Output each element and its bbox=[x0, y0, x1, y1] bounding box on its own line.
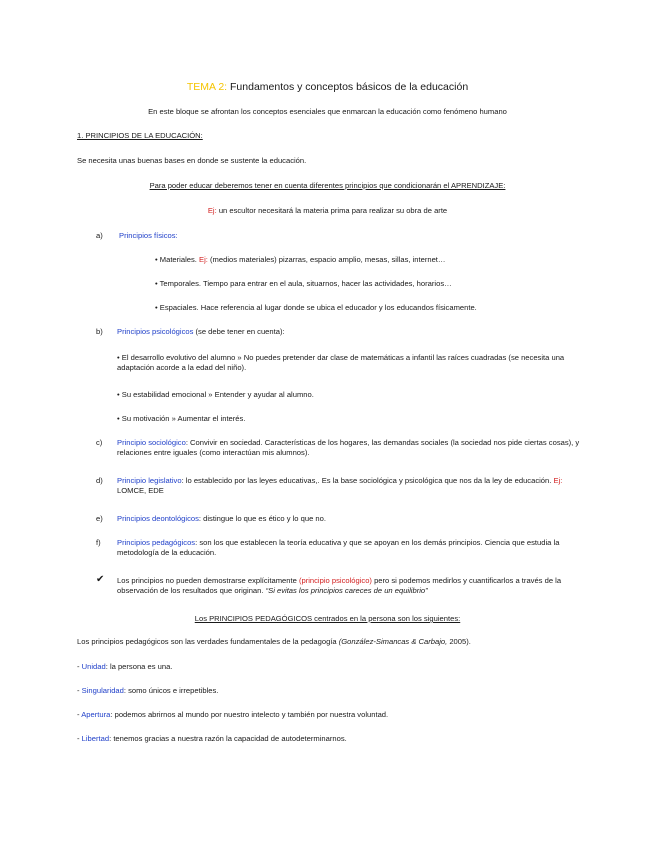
bullet-espaciales: • Espaciales. Hace referencia al lugar donde se ubica el educador y los educandos físicamente. bbox=[155, 303, 477, 312]
check-mid: pero si podemos medirlos y cuantificarlos a través de la observación de los resultados que originan. bbox=[117, 576, 562, 595]
bullet-materiales-pre: • Materiales. bbox=[155, 255, 200, 264]
list-dash: - bbox=[77, 710, 82, 719]
principle-title-deontologicos: Principios deontológicos bbox=[117, 514, 199, 523]
list-dash: - bbox=[77, 686, 82, 695]
principle-sociologico bbox=[117, 438, 585, 458]
principle-title-psicologicos: Principios psicológicos bbox=[117, 327, 194, 336]
example-line bbox=[0, 206, 655, 216]
bullet-motivacion: • Su motivación » Aumentar el interés. bbox=[117, 414, 246, 423]
list-item-libertad bbox=[77, 734, 347, 744]
text-singularidad: : somo únicos e irrepetibles. bbox=[123, 686, 219, 695]
principle-psicologicos bbox=[117, 327, 285, 337]
principle-text-legislativo: : lo establecido por las leyes educativas,. Es la base sociológica y psicológica que nos da la ley de educación. bbox=[181, 476, 554, 485]
check-quote: “Si evitas los principios careces de un equilibrio” bbox=[265, 586, 428, 595]
section-heading: 1. PRINCIPIOS DE LA EDUCACIÓN: bbox=[77, 131, 203, 140]
check-paragraph bbox=[117, 576, 585, 596]
title-tema-label: TEMA 2: bbox=[186, 81, 228, 93]
term-libertad: Libertad bbox=[81, 734, 110, 743]
term-apertura: Apertura bbox=[81, 710, 111, 719]
bullet-materiales bbox=[155, 255, 446, 265]
principle-pedagogicos bbox=[117, 538, 585, 558]
principle-text-sociologico: : Convivir en sociedad. Características de los hogares, las demandas sociales (la sociedad nos pide ciertas cosas), y relaciones entre iguales (como interactúan mis alumnos). bbox=[117, 438, 580, 457]
bullet-temporales: • Temporales. Tiempo para entrar en el aula, situarnos, hacer las actividades, horarios… bbox=[155, 279, 452, 288]
pedagogical-intro-post: 2005). bbox=[447, 637, 471, 646]
pedagogical-heading: Los PRINCIPIOS PEDAGÓGICOS centrados en la persona son los siguientes: bbox=[194, 614, 461, 623]
marker-b: b) bbox=[96, 327, 103, 336]
text-unidad: : la persona es una. bbox=[105, 662, 173, 671]
ej-label: Ej: bbox=[199, 255, 208, 264]
marker-a: a) bbox=[96, 231, 103, 240]
principle-legislativo bbox=[117, 476, 585, 496]
list-item-unidad bbox=[77, 662, 172, 672]
bullet-desarrollo: • El desarrollo evolutivo del alumno » No puedes pretender dar clase de matemáticas a infantil las raíces cuadradas (se necesita una adaptación acorde a la edad del niño). bbox=[117, 353, 565, 372]
principle-text-pedagogicos: : son los que establecen la teoría educativa y que se apoyan en los demás principios. Ciencia que estudia la metodología de la educación. bbox=[117, 538, 560, 557]
check-red: (principio psicológico) bbox=[298, 576, 372, 585]
principle-title-sociologico: Principio sociológico bbox=[117, 438, 186, 447]
pedagogical-intro-cite: (González-Simancas & Carbajo, bbox=[338, 637, 448, 646]
principle-text-deontologicos: : distingue lo que es ético y lo que no. bbox=[198, 514, 326, 523]
marker-e: e) bbox=[96, 514, 103, 523]
ej-label: Ej: bbox=[207, 206, 217, 215]
bullet-materiales-post: (medios materiales) pizarras, espacio amplio, mesas, sillas, internet… bbox=[207, 255, 446, 264]
marker-c: c) bbox=[96, 438, 103, 447]
principle-suffix: (se debe tener en cuenta): bbox=[193, 327, 285, 336]
centered-underlined-statement: Para poder educar deberemos tener en cuenta diferentes principios que condicionarán el APRENDIZAJE: bbox=[149, 181, 506, 190]
list-item-apertura bbox=[77, 710, 388, 720]
principle-title-pedagogicos: Principios pedagógicos bbox=[117, 538, 196, 547]
example-text: un escultor necesitará la materia prima para realizar su obra de arte bbox=[216, 206, 448, 215]
term-unidad: Unidad bbox=[81, 662, 106, 671]
pedagogical-intro-pre: Los principios pedagógicos son las verdades fundamentales de la pedagogía bbox=[77, 637, 339, 646]
check-pre: Los principios no pueden demostrarse explícitamente bbox=[117, 576, 299, 585]
marker-f: f) bbox=[96, 538, 101, 547]
text-apertura: : podemos abrirnos al mundo por nuestro intelecto y también por nuestra voluntad. bbox=[110, 710, 389, 719]
marker-d: d) bbox=[96, 476, 103, 485]
list-item-singularidad bbox=[77, 686, 218, 696]
page-title bbox=[0, 81, 655, 94]
term-singularidad: Singularidad bbox=[81, 686, 124, 695]
paragraph-bases: Se necesita unas buenas bases en donde se sustente la educación. bbox=[77, 156, 307, 165]
principle-tail-legislativo: LOMCE, EDE bbox=[117, 486, 164, 495]
checkmark-icon: ✔ bbox=[96, 574, 105, 585]
intro-paragraph: En este bloque se afrontan los conceptos esenciales que enmarcan la educación como fenómeno humano bbox=[148, 107, 507, 116]
pedagogical-intro bbox=[77, 637, 471, 647]
ej-label: Ej: bbox=[553, 476, 563, 485]
text-libertad: : tenemos gracias a nuestra razón la capacidad de autodeterminarnos. bbox=[109, 734, 347, 743]
list-dash: - bbox=[77, 662, 82, 671]
principle-title-fisicos: Principios físicos: bbox=[119, 231, 178, 240]
principle-deontologicos bbox=[117, 514, 326, 524]
list-dash: - bbox=[77, 734, 82, 743]
bullet-estabilidad: • Su estabilidad emocional » Entender y ayudar al alumno. bbox=[117, 390, 314, 399]
principle-title-legislativo: Principio legislativo bbox=[117, 476, 182, 485]
title-text: Fundamentos y conceptos básicos de la educación bbox=[227, 81, 469, 93]
